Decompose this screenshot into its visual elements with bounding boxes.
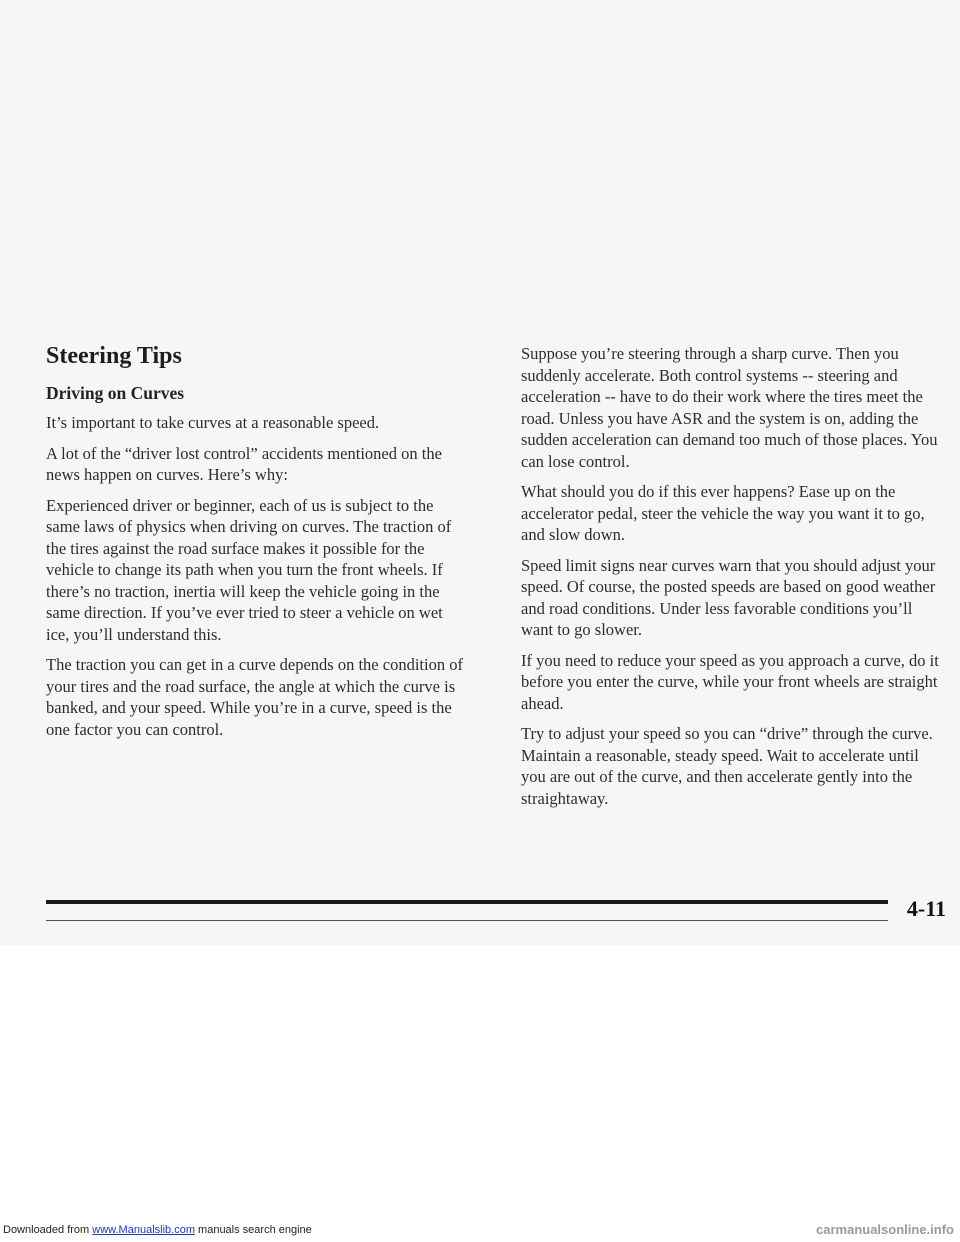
paragraph: The traction you can get in a curve depends on the condition of your tires and the road surface, the angle at which the curve is banked, and your speed. While you’re in a curve, speed is the one factor you can control.: [46, 655, 463, 739]
paragraph: What should you do if this ever happens? Ease up on the accelerator pedal, steer the vehicle the way you want it to go, and slow down.: [521, 482, 925, 544]
watermark: carmanualsonline.info: [816, 1222, 954, 1237]
footer-rule-thin: [46, 920, 888, 921]
paragraph: Suppose you’re steering through a sharp curve. Then you suddenly accelerate. Both control systems -- steering and acceleration -- have to do their work where the tires meet the road. Unless you have ASR and the system is on, adding the sudden acceleration can demand too much of those places. You can lose control.: [521, 344, 938, 471]
footer-prefix: Downloaded from: [3, 1224, 93, 1236]
page-number: 4-11: [906, 896, 946, 921]
manualslib-link[interactable]: www.Manualslib.com: [92, 1224, 195, 1236]
paragraph: Experienced driver or beginner, each of us is subject to the same laws of physics when driving on curves. The traction of the tires against the road surface makes it possible for the vehicle to change its path when you turn the front wheels. If there’s no traction, inertia will keep the vehicle going in the same direction. If you’ve ever tried to steer a vehicle on wet ice, you’ll understand this.: [46, 495, 452, 644]
paragraph: Try to adjust your speed so you can “drive” through the curve. Maintain a reasonable, steady speed. Wait to accelerate until you are out of the curve, and then accelerate gently into the straightaway.: [521, 724, 933, 808]
paragraph: A lot of the “driver lost control” accidents mentioned on the news happen on curves. Here’s why:: [46, 443, 442, 484]
paragraph: Speed limit signs near curves warn that you should adjust your speed. Of course, the posted speeds are based on good weather and road conditions. Under less favorable conditions you’ll want to go slower.: [521, 555, 936, 639]
section-title: Steering Tips: [46, 343, 182, 369]
subsection-title: Driving on Curves: [46, 383, 185, 403]
paragraph: It’s important to take curves at a reasonable speed.: [46, 413, 380, 432]
paragraph: If you need to reduce your speed as you approach a curve, do it before you enter the curve, while your front wheels are straight ahead.: [521, 650, 939, 713]
footer-suffix: manuals search engine: [194, 1224, 312, 1236]
footer-rule-thick: [46, 900, 888, 904]
download-footer: [3, 1224, 312, 1236]
left-column: [46, 340, 466, 749]
right-column: [521, 340, 939, 818]
